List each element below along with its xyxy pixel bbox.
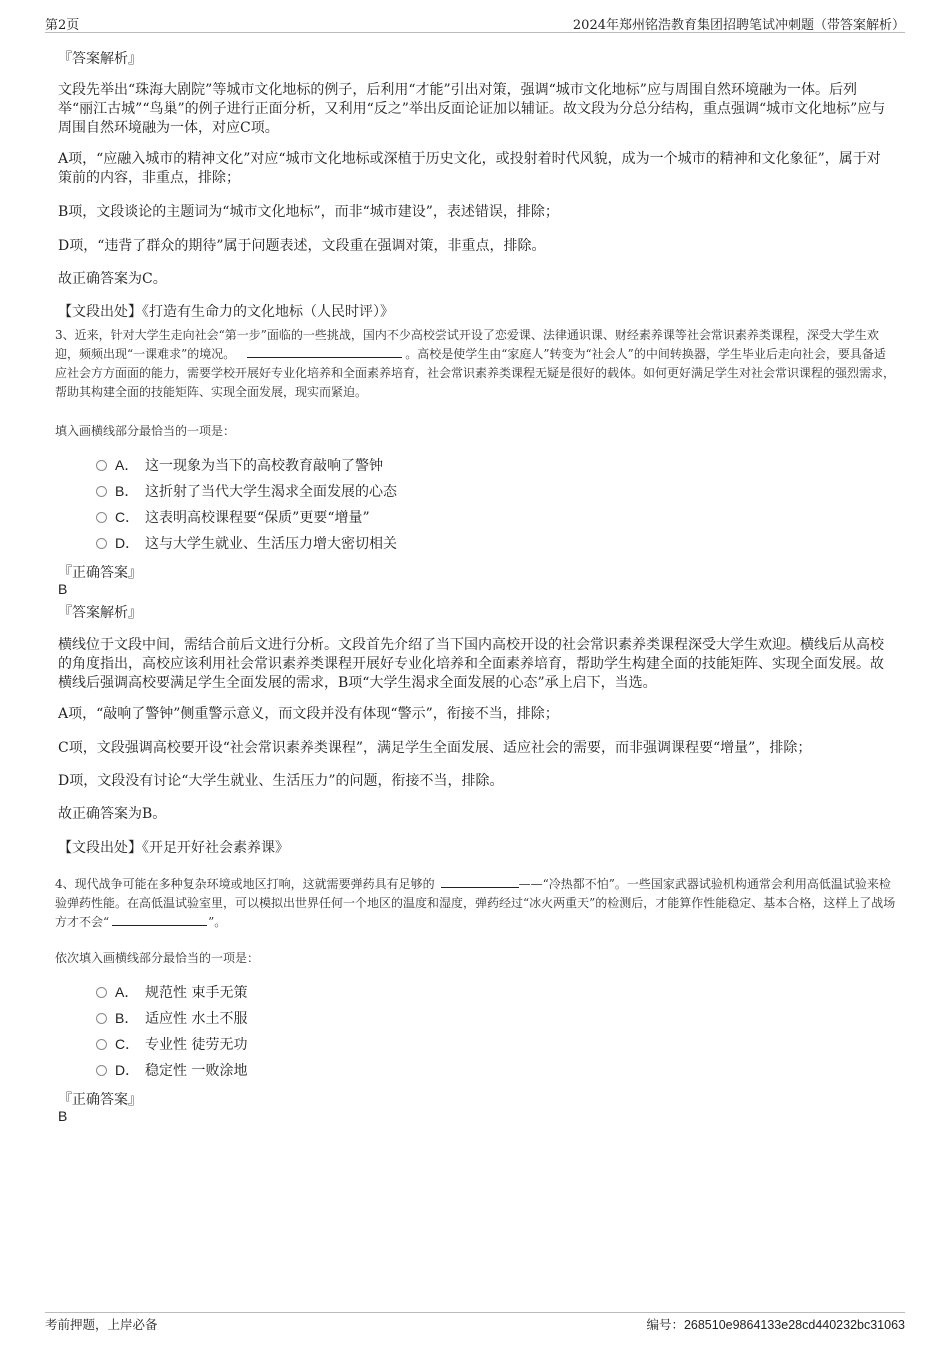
- correct-answer-statement: 故正确答案为B。: [58, 806, 167, 822]
- option-c[interactable]: C． 专业性 徒劳无功: [96, 1034, 247, 1054]
- question-text: 4、现代战争可能在多种复杂环境或地区打响，这就需要弹药具有足够的 ——“冷热都不怕”。一些国家武器试验机构通常会利用高低温试验来检验弹药性能。在高低温试验室里，可以模拟出世界任何一个地区的温度和湿度，弹药经过“冰火两重天”的检测后，才能算作性能稳定、基本合格，这样上了战场方才不会“ ”。: [55, 877, 896, 929]
- question-text: 3、近来，针对大学生走向社会“第一步”面临的一些挑战，国内不少高校尝试开设了恋爱课、法律通识课、财经素养课等社会常识素养类课程，深受大学生欢迎，频频出现“一课难求”的境况。 。高校是使学生由“家庭人”转变为“社会人”的中间转换器，学生毕业后走向社会，要具备适应社会方方面面的能力，需要学校开展好专业化培养和全面素养培育，社会常识素养类课程无疑是很好的载体。如何更好满足学生对社会常识课程的强烈需求，帮助其构建全面的技能矩阵、实现全面发展，现实而紧迫。: [55, 328, 896, 399]
- analysis-paragraph: D项，文段没有讨论“大学生就业、生活压力”的问题，衔接不当，排除。: [58, 773, 504, 789]
- radio-button[interactable]: [96, 1013, 107, 1024]
- option-b[interactable]: B． 这折射了当代大学生渴求全面发展的心态: [96, 481, 397, 501]
- fill-blank: [112, 914, 207, 926]
- analysis-paragraph: C项，文段强调高校要开设“社会常识素养类课程”，满足学生全面发展、适应社会的需要，而非强调课程要“增量”，排除；: [58, 740, 812, 756]
- correct-answer-label: 『正确答案』: [58, 1092, 142, 1108]
- radio-button[interactable]: [96, 460, 107, 471]
- correct-answer-label: 『正确答案』: [58, 565, 142, 581]
- footer-slogan: 考前押题，上岸必备: [45, 1317, 158, 1332]
- option-a[interactable]: A． 规范性 束手无策: [96, 982, 247, 1002]
- radio-button[interactable]: [96, 1065, 107, 1076]
- radio-button[interactable]: [96, 538, 107, 549]
- source-citation: 【文段出处】《打造有生命力的文化地标（人民时评）》: [58, 304, 394, 320]
- radio-button[interactable]: [96, 1039, 107, 1050]
- analysis-paragraph: 文段先举出“珠海大剧院”等城市文化地标的例子，后利用“才能”引出对策，强调“城市文化地标”应与周围自然环境融为一体。后列举“丽江古城”“鸟巢”的例子进行正面分析，又利用“反之”举出反面论证加以辅证。故文段为分总分结构，重点强调“城市文化地标”应与周围自然环境融为一体，对应C项。: [58, 82, 886, 136]
- page-number: 第2页: [45, 18, 80, 33]
- correct-answer-statement: 故正确答案为C。: [58, 271, 167, 287]
- document-id: 编号：268510e9864133e28cd440232bc31063: [646, 1318, 905, 1332]
- option-a[interactable]: A． 这一现象为当下的高校教育敲响了警钟: [96, 455, 383, 475]
- correct-answer-value: B: [58, 1108, 68, 1124]
- analysis-label: 『答案解析』: [58, 605, 142, 621]
- analysis-paragraph: 横线位于文段中间，需结合前后文进行分析。文段首先介绍了当下国内高校开设的社会常识素养类课程深受大学生欢迎。横线后从高校的角度指出，高校应该利用社会常识素养类课程开展好专业化培养和全面素养培育，帮助学生构建全面的技能矩阵、实现全面发展。故横线后强调高校要满足学生全面发展的需求，B项“大学生渴求全面发展的心态”承上启下，当选。: [58, 637, 884, 691]
- page-header: [45, 12, 905, 33]
- fill-blank: [247, 346, 402, 358]
- question-prompt: 依次填入画横线部分最恰当的一项是：: [55, 951, 260, 965]
- document-title: 2024年郑州铭浩教育集团招聘笔试冲刺题（带答案解析）: [572, 18, 905, 33]
- option-d[interactable]: D． 稳定性 一败涂地: [96, 1060, 247, 1080]
- page-footer: [45, 1312, 905, 1335]
- option-b[interactable]: B． 适应性 水土不服: [96, 1008, 247, 1028]
- analysis-paragraph: D项，“违背了群众的期待”属于问题表述，文段重在强调对策，非重点，排除。: [58, 238, 546, 254]
- question-prompt: 填入画横线部分最恰当的一项是：: [55, 424, 236, 438]
- option-c[interactable]: C． 这表明高校课程要“保质”更要“增量”: [96, 507, 370, 527]
- analysis-label: 『答案解析』: [58, 51, 142, 67]
- analysis-paragraph: A项，“敲响了警钟”侧重警示意义，而文段并没有体现“警示”，衔接不当，排除；: [58, 706, 559, 722]
- analysis-paragraph: A项，“应融入城市的精神文化”对应“城市文化地标或深植于历史文化，或投射着时代风貌，成为一个城市的精神和文化象征”，属于对策前的内容，非重点，排除；: [58, 151, 881, 186]
- fill-blank: [441, 876, 519, 888]
- analysis-paragraph: B项，文段谈论的主题词为“城市文化地标”，而非“城市建设”，表述错误，排除；: [58, 204, 559, 220]
- option-d[interactable]: D． 这与大学生就业、生活压力增大密切相关: [96, 533, 397, 553]
- radio-button[interactable]: [96, 486, 107, 497]
- radio-button[interactable]: [96, 987, 107, 998]
- source-citation: 【文段出处】《开足开好社会素养课》: [58, 840, 289, 856]
- radio-button[interactable]: [96, 512, 107, 523]
- correct-answer-value: B: [58, 581, 68, 597]
